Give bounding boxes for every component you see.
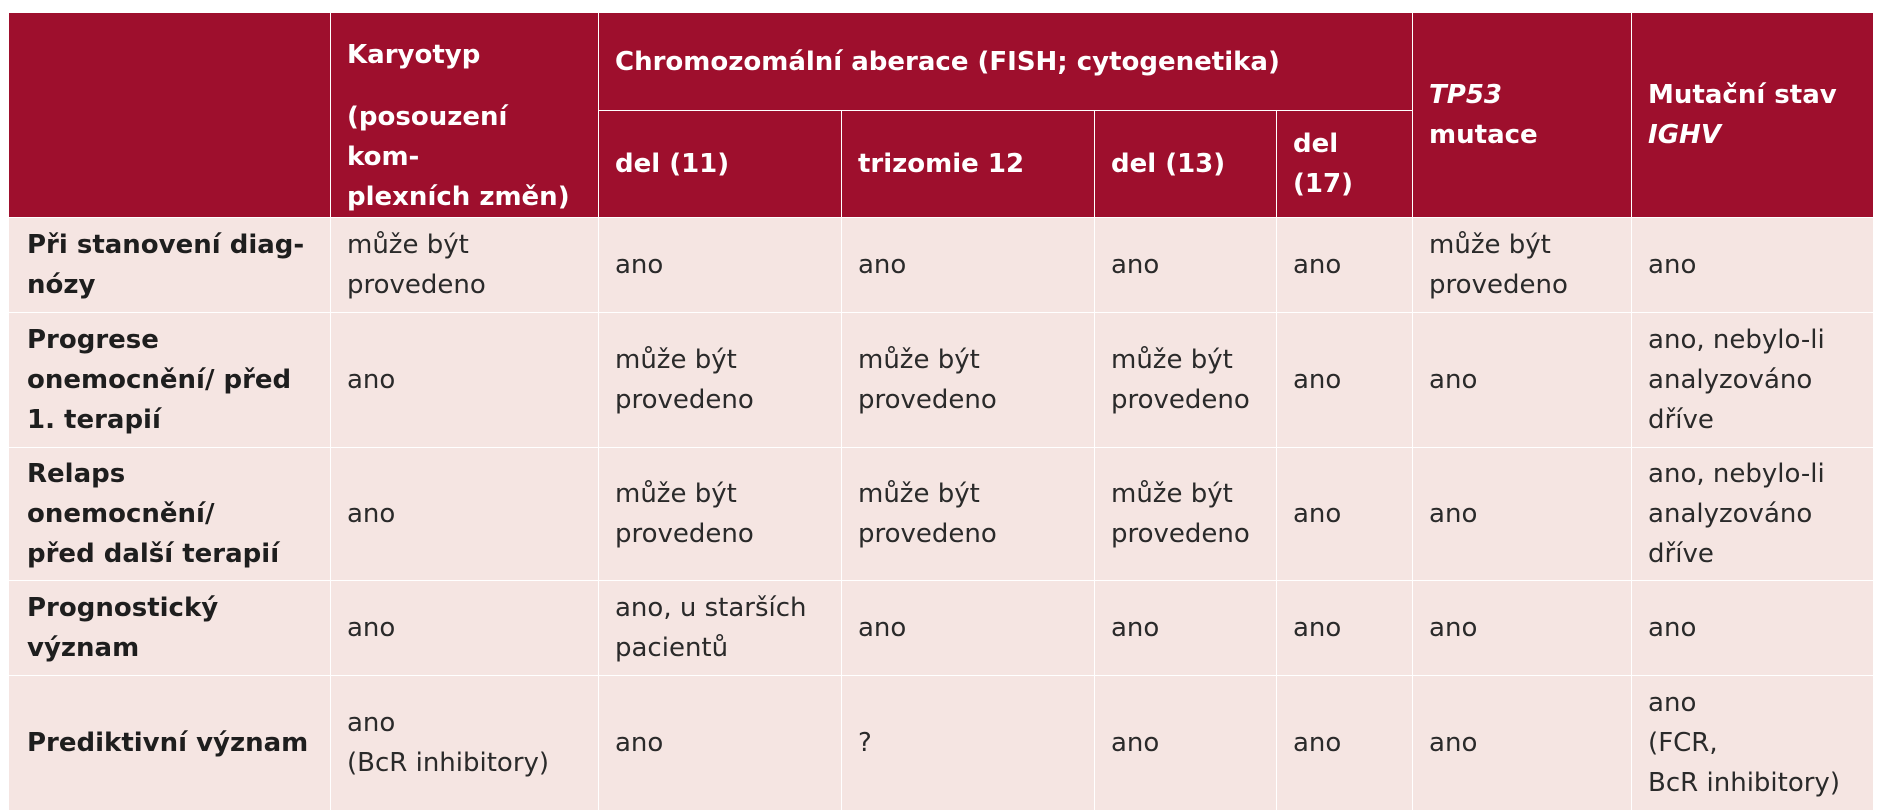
table-cell: ano [1277,676,1413,811]
table-cell: může být provedeno [1095,313,1277,448]
table-cell: může být provedeno [842,313,1095,448]
table-container [8,12,1873,811]
table-cell: ano, u starších pacientů [599,581,842,676]
table-cell: ano (BcR inhibitory) [331,676,599,811]
table-cell: ano, nebylo-li analyzováno dříve [1632,448,1874,581]
header-row-1 [9,13,1874,111]
table-cell: ano, nebylo-li analyzováno dříve [1632,313,1874,448]
table-cell: ano [331,581,599,676]
table-cell: ano [599,676,842,811]
header-ighv [1632,13,1874,218]
header-karyotyp-sub: (posouzení kom- plexních změn) [347,102,570,212]
header-tp53-gene: TP53 [1429,80,1503,110]
row-label: Progrese onemocnění/ před 1. terapií [9,313,331,448]
table-cell: ano [1277,218,1413,313]
table-cell: ano (FCR, BcR inhibitory) [1632,676,1874,811]
table-cell: může být provedeno [1413,218,1632,313]
table-cell: může být provedeno [1095,448,1277,581]
table-cell: ano [1277,313,1413,448]
row-label: Prediktivní význam [9,676,331,811]
genetic-testing-table [8,12,1874,811]
table-cell: ano [1277,581,1413,676]
table-row [9,448,1874,581]
table-cell: může být provedeno [599,313,842,448]
table-cell: může být provedeno [842,448,1095,581]
table-cell: může být provedeno [331,218,599,313]
header-ighv-line1: Mutační stav [1648,80,1837,110]
table-cell: ano [331,313,599,448]
table-cell: může být provedeno [599,448,842,581]
table-cell: ano [331,448,599,581]
table-row [9,676,1874,811]
table-cell: ? [842,676,1095,811]
table-cell: ano [1413,581,1632,676]
table-cell: ano [1095,581,1277,676]
header-karyotyp [331,13,599,218]
header-tp53 [1413,13,1632,218]
table-cell: ano [1632,581,1874,676]
table-cell: ano [599,218,842,313]
table-cell: ano [1632,218,1874,313]
table-cell: ano [1095,676,1277,811]
table-cell: ano [1413,676,1632,811]
table-cell: ano [1413,448,1632,581]
table-row [9,581,1874,676]
header-corner [9,13,331,218]
header-del13: del (13) [1095,111,1277,218]
header-tp53-rest: mutace [1429,120,1538,150]
header-chromo-group: Chromozomální aberace (FISH; cytogenetika) [599,13,1413,111]
row-label: Při stanovení diag- nózy [9,218,331,313]
row-label: Prognostický význam [9,581,331,676]
table-cell: ano [1095,218,1277,313]
header-del11: del (11) [599,111,842,218]
table-cell: ano [1413,313,1632,448]
table-row [9,313,1874,448]
header-del17: del (17) [1277,111,1413,218]
table-cell: ano [842,581,1095,676]
table-cell: ano [1277,448,1413,581]
row-label: Relaps onemocnění/ před další terapií [9,448,331,581]
header-trizomie12: trizomie 12 [842,111,1095,218]
header-ighv-line2: IGHV [1648,120,1721,150]
table-cell: ano [842,218,1095,313]
header-karyotyp-title: Karyotyp [347,40,481,70]
table-row [9,218,1874,313]
